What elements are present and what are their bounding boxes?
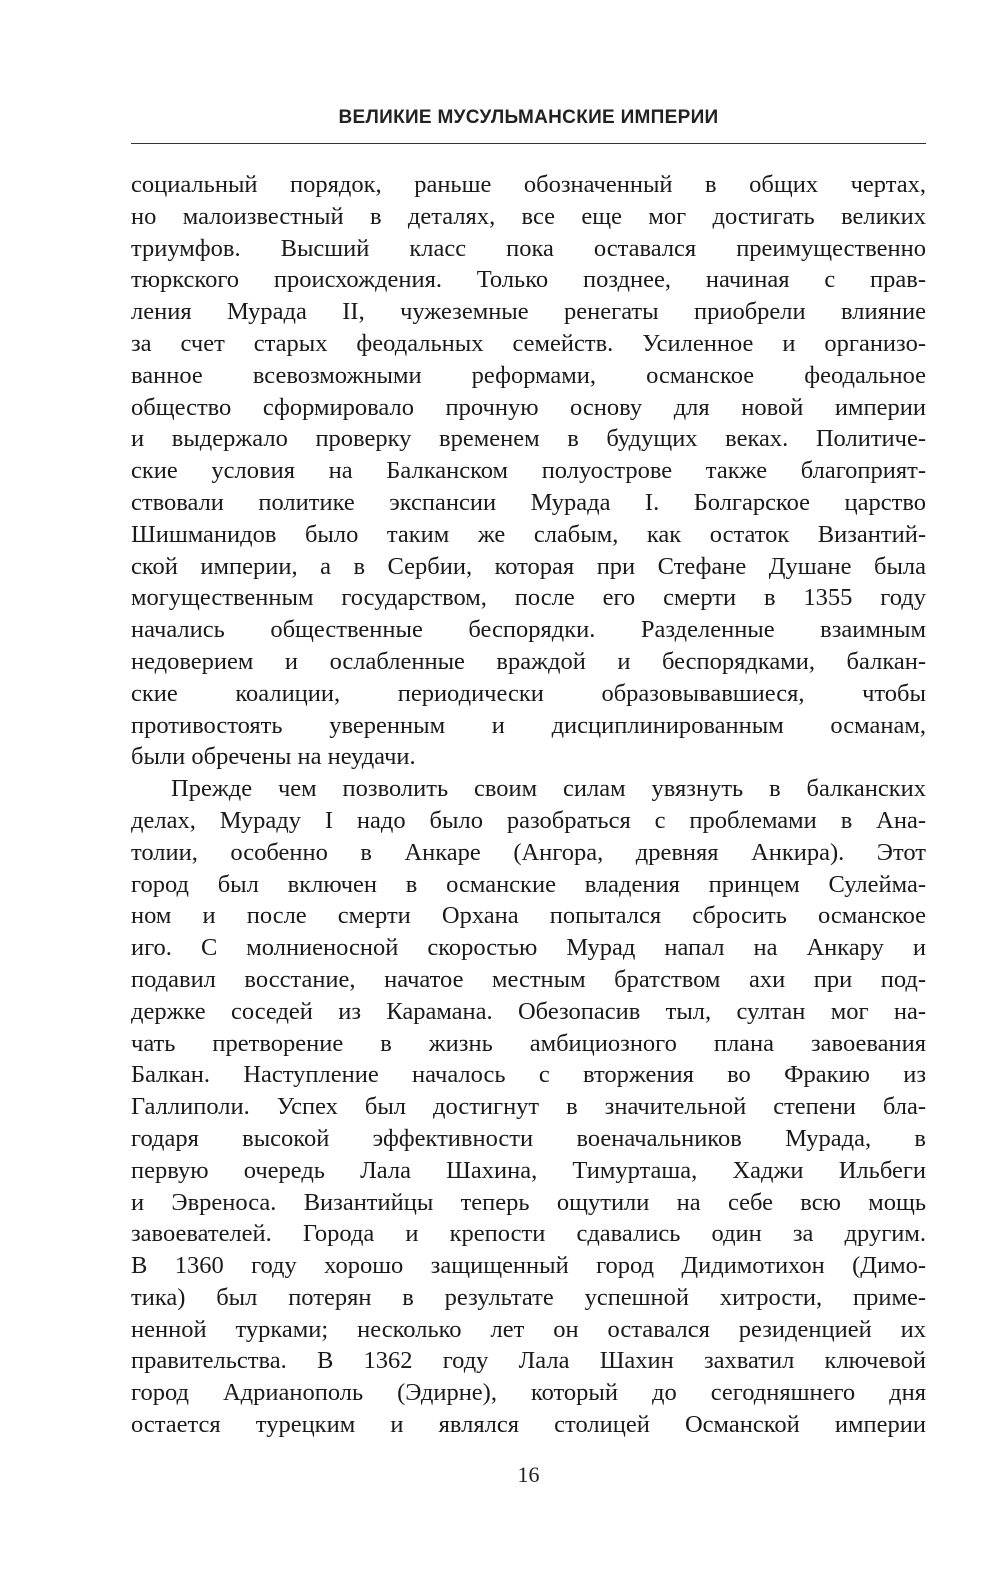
text-line: ления Мурада II, чужеземные ренегаты приобрели влияние (131, 298, 926, 326)
text-line: остается турецким и являлся столицей Османской империи (131, 1411, 926, 1439)
text-line: общество сформировало прочную основу для новой империи (131, 393, 926, 421)
header-rule (131, 143, 926, 144)
text-line: Галлиполи. Успех был достигнут в значительной степени бла- (131, 1093, 926, 1121)
text-line: город Адрианополь (Эдирне), который до сегодняшнего дня (131, 1379, 926, 1407)
paragraph-2 (131, 773, 926, 1441)
text-line: ские коалиции, периодически образовывавшиеся, чтобы (131, 679, 926, 707)
text-line: начались общественные беспорядки. Разделенные взаимным (131, 616, 926, 644)
text-line: делах, Мураду I надо было разобраться с проблемами в Ана- (131, 806, 926, 834)
body-text (131, 169, 926, 1441)
text-line: подавил восстание, начатое местным братством ахи при под- (131, 965, 926, 993)
text-line: ствовали политике экспансии Мурада I. Болгарское царство (131, 488, 926, 516)
text-line: за счет старых феодальных семейств. Усиленное и организо- (131, 329, 926, 357)
text-line: социальный порядок, раньше обозначенный в общих чертах, (131, 171, 926, 198)
text-line: ненной турками; несколько лет он оставался резиденцией их (131, 1315, 926, 1343)
text-line: ские условия на Балканском полуострове также благоприят- (131, 457, 926, 485)
text-line: могущественным государством, после его смерти в 1355 году (131, 584, 926, 612)
text-line: ванное всевозможными реформами, османское феодальное (131, 361, 926, 389)
text-line: город был включен в османские владения принцем Сулейма- (131, 870, 926, 898)
text-line: правительства. В 1362 году Лала Шахин захватил ключевой (131, 1347, 926, 1375)
text-line: завоевателей. Города и крепости сдавались один за другим. (131, 1220, 926, 1248)
text-line: ном и после смерти Орхана попытался сбросить османское (131, 902, 926, 930)
page-number: 16 (517, 1462, 540, 1487)
text-line: тюркского происхождения. Только позднее, начиная с прав- (131, 266, 926, 294)
text-line: годаря высокой эффективности военачальников Мурада, в (131, 1124, 926, 1152)
text-line: но малоизвестный в деталях, все еще мог достигать великих (131, 202, 926, 230)
text-line: недоверием и ослабленные враждой и беспорядками, балкан- (131, 647, 926, 675)
text-line: чать претворение в жизнь амбициозного плана завоевания (131, 1029, 926, 1057)
text-line: толии, особенно в Анкаре (Ангора, древняя Анкира). Этот (131, 838, 926, 866)
text-line: Прежде чем позволить своим силам увязнуть в балканских (171, 775, 926, 803)
text-line: ской империи, а в Сербии, которая при Стефане Душане была (131, 552, 926, 580)
text-line: противостоять уверенным и дисциплинированным османам, (131, 711, 926, 739)
text-line: первую очередь Лала Шахина, Тимурташа, Хаджи Ильбеги (131, 1156, 926, 1184)
text-line: тика) был потерян в результате успешной хитрости, приме- (131, 1283, 926, 1311)
text-line: триумфов. Высший класс пока оставался преимущественно (131, 234, 926, 262)
text-line: В 1360 году хорошо защищенный город Дидимотихон (Димо- (131, 1252, 926, 1280)
text-line: иго. С молниеносной скоростью Мурад напал на Анкару и (131, 934, 926, 962)
paragraph-1 (131, 169, 926, 773)
text-line: и выдержало проверку временем в будущих веках. Политиче- (131, 425, 926, 453)
running-header: ВЕЛИКИЕ МУСУЛЬМАНСКИЕ ИМПЕРИИ (338, 107, 719, 128)
text-line: держке соседей из Карамана. Обезопасив тыл, султан мог на- (131, 997, 926, 1025)
text-line: и Эвреноса. Византийцы теперь ощутили на себе всю мощь (131, 1188, 926, 1216)
text-line: были обречены на неудачи. (131, 743, 416, 771)
text-line: Балкан. Наступление началось с вторжения во Фракию из (131, 1061, 926, 1089)
text-line: Шишманидов было таким же слабым, как остаток Византий- (131, 520, 926, 548)
